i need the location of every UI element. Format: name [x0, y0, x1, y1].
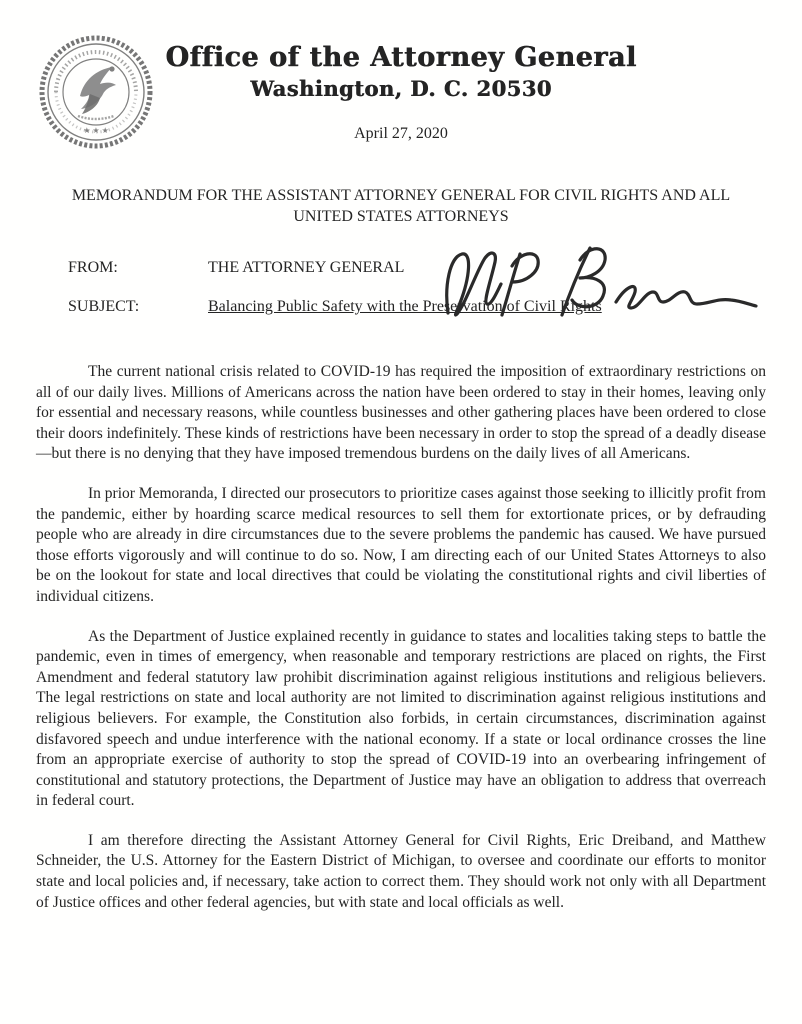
attorney-general-signature-icon — [440, 239, 770, 335]
subject-row — [36, 298, 766, 316]
memo-rows — [36, 259, 766, 316]
letter-body — [36, 362, 766, 913]
body-paragraph-1: The current national crisis related to COVID-19 has required the imposition of extraordinary restrictions on all of our daily lives. Millions of Americans across the nation have been ordered to stay in their homes, leaving only for essential and necessary reasons, while countless businesses and other gathering places have been ordered to close their doors indefinitely. These kinds of restrictions have been necessary in order to stop the spread of a deadly disease—but there is no denying that they have imposed tremendous burdens on the daily lives of all Americans. — [36, 363, 766, 463]
office-address: Washington, D. C. 20530 — [250, 76, 552, 101]
from-label: FROM: — [68, 259, 118, 276]
date-line: April 27, 2020 — [354, 125, 448, 142]
body-paragraph-4: I am therefore directing the Assistant Attorney General for Civil Rights, Eric Dreiband, and Matthew Schneider, the U.S. Attorney for the Eastern District of Michigan, to oversee and coordinate our efforts to monitor state and local policies and, if necessary, take action to correct them. They should work not only with all Department of Justice offices and other federal agencies, but with state and local officials as well. — [36, 831, 766, 911]
from-row — [36, 259, 766, 277]
seal-stars: ★ ★ ★ — [83, 126, 109, 135]
subject-value: Balancing Public Safety with the Preservation of Civil Rights — [208, 298, 602, 315]
letterhead — [36, 30, 766, 143]
memorandum-heading: MEMORANDUM FOR THE ASSISTANT ATTORNEY GENERAL FOR CIVIL RIGHTS AND ALL UNITED STATES ATTORNEYS — [71, 187, 731, 225]
body-paragraph-3: As the Department of Justice explained recently in guidance to states and localities taking steps to battle the pandemic, even in times of emergency, when reasonable and temporary restrictions are placed on rights, the First Amendment and federal statutory law prohibit discrimination against religious institutions and religious believers. The legal restrictions on state and local authority are not limited to discrimination against religious institutions and religious believers. For example, the Constitution also forbids, in certain circumstances, discrimination against disfavored speech and undue interference with the national economy. If a state or local ordinance crosses the line from an appropriate exercise of authority to stop the spread of COVID-19 into an overbearing infringement of constitutional and statutory protections, the Department of Justice may have an obligation to address that overreach in federal court. — [36, 627, 766, 810]
doj-seal-icon — [38, 32, 154, 152]
office-title: Office of the Attorney General — [165, 42, 637, 73]
memo-header — [36, 185, 766, 316]
subject-label: SUBJECT: — [68, 298, 140, 315]
from-value: THE ATTORNEY GENERAL — [208, 259, 405, 276]
body-paragraph-2: In prior Memoranda, I directed our prosecutors to prioritize cases against those seeking to illicitly profit from the pandemic, either by hoarding scarce medical resources to sell them for extortionate prices, or by defrauding people who are already in dire circumstances due to the severe problems the pandemic has caused. We have pursued those efforts vigorously and will continue to do so. Now, I am directing each of our United States Attorneys to also be on the lookout for state and local directives that could be violating the constitutional rights and civil liberties of individual citizens. — [36, 484, 766, 605]
